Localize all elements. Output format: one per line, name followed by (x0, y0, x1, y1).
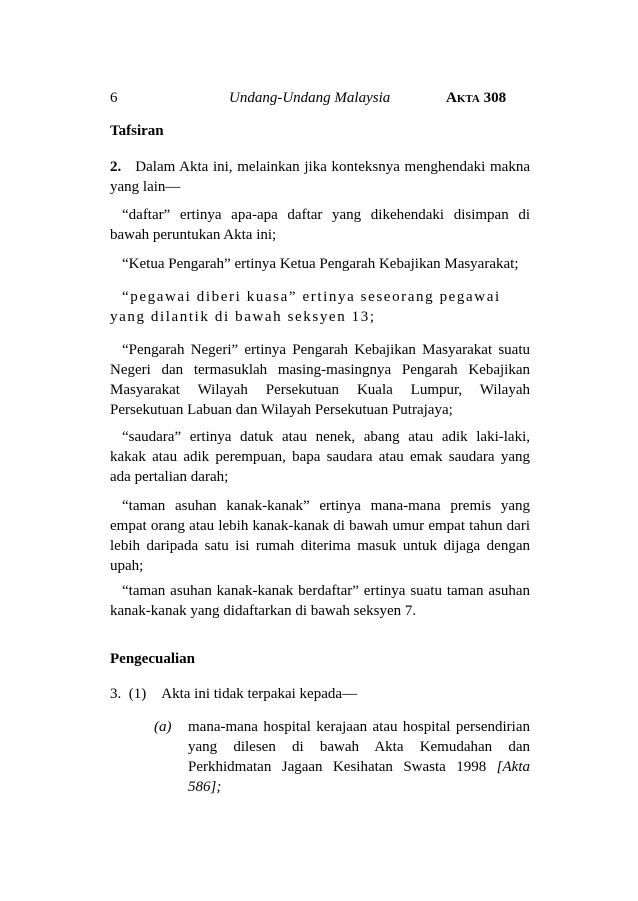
section-number: 2. (110, 159, 122, 175)
definition-pengarah-negeri: “Pengarah Negeri” ertinya Pengarah Kebajikan Masyarakat suatu Negeri dan termasuklah masing-masingnya Pengarah Kebajikan Masyarakat Wilayah Persekutuan Kuala Lumpur, Wilayah Persekutuan Labuan dan Wilayah Persekutuan Putrajaya; (110, 342, 530, 418)
act-prefix: Akta (446, 90, 480, 106)
definition-ketua-pengarah: “Ketua Pengarah” ertinya Ketua Pengarah Kebajikan Masyarakat; (122, 256, 519, 272)
act-reference (446, 88, 506, 108)
section-intro-text: Dalam Akta ini, melainkan jika konteksnya menghendaki makna yang lain— (110, 159, 530, 195)
header-title: Undang-Undang Malaysia (229, 90, 391, 106)
page-number: 6 (110, 90, 118, 106)
section-2-intro (110, 157, 530, 197)
definition-saudara: “saudara” ertinya datuk atau nenek, abang atau adik laki-laki, kakak atau adik perempuan, bapa saudara atau emak saudara yang ada pertalian darah; (110, 429, 530, 485)
paragraph-text: mana-mana hospital kerajaan atau hospital persendirian yang dilesen di bawah Akta Kemudahan dan Perkhidmatan Jagaan Kesihatan Swasta 1998 (188, 719, 530, 775)
definition-daftar: “daftar” ertinya apa-apa daftar yang dikehendaki disimpan di bawah peruntukan Akta ini; (110, 207, 530, 243)
paragraph-act-ref: [Akta 586]; (188, 759, 530, 795)
paragraph-label: (a) (154, 719, 172, 735)
paragraph-a (154, 717, 530, 801)
definition-taman-asuhan: “taman asuhan kanak-kanak” ertinya mana-mana premis yang empat orang atau lebih kanak-kanak di bawah umur empat tahun dari lebih daripada satu isi rumah diterima masuk untuk dijaga dengan upah; (110, 498, 530, 574)
definition-taman-asuhan-berdaftar: “taman asuhan kanak-kanak berdaftar” ertinya suatu taman asuhan kanak-kanak yang didaftarkan di bawah seksyen 7. (110, 583, 530, 619)
page-header (110, 88, 530, 108)
section-3-number: 3. (110, 686, 122, 702)
section-3-intro (110, 684, 530, 704)
section-heading-pengecualian: Pengecualian (110, 651, 195, 667)
section-heading-tafsiran: Tafsiran (110, 123, 164, 139)
paragraph-text-block (188, 717, 530, 797)
section-3-intro-text: Akta ini tidak terpakai kepada— (161, 686, 358, 702)
subsection-number: (1) (128, 686, 147, 702)
definition-pegawai-diberi-kuasa: “pegawai diberi kuasa” ertinya seseorang pegawai yang dilantik di bawah seksyen 13; (110, 289, 501, 325)
act-number: 308 (483, 90, 507, 106)
